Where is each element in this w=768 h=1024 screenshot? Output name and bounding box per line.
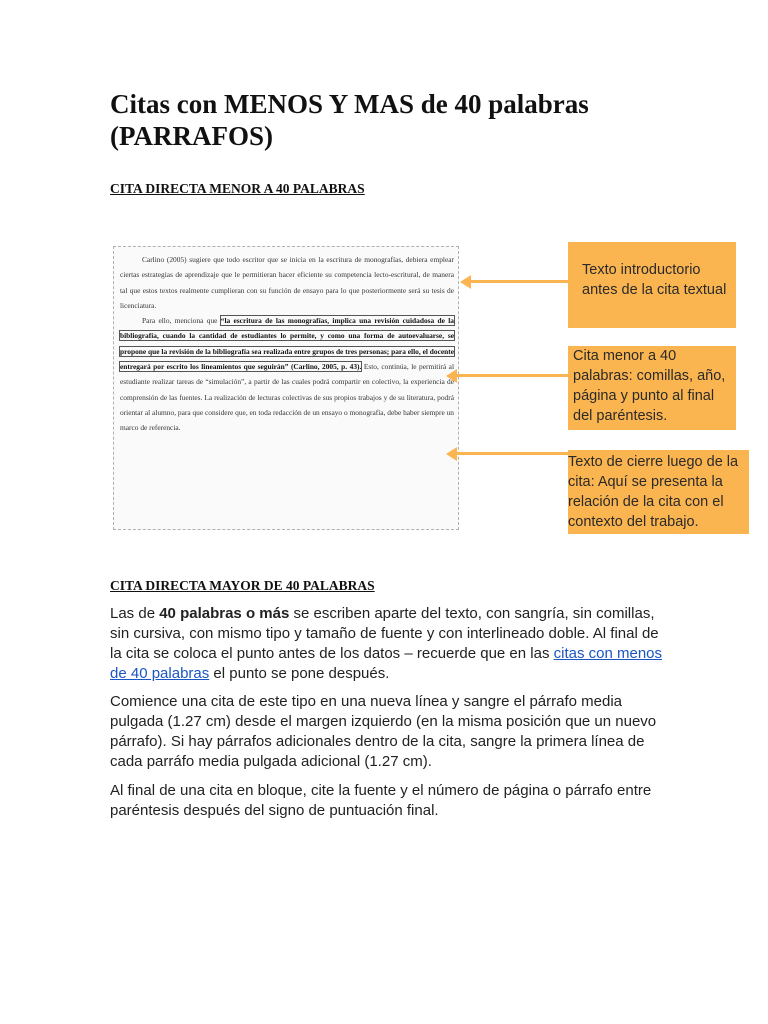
callout-intro-text: Texto introductorio antes de la cita textual [568, 242, 736, 328]
body-paragraph-2: Comience una cita de este tipo en una nueva línea y sangre el párrafo media pulgada (1.27 cm) desde el margen izquierdo (en la misma posición que un nuevo párrafo). Si hay párrafos adicionales dentro de la cita, sangre la primera línea de cada parráfo media pulgada adicional (1.27 cm). [110, 693, 657, 770]
section-heading-long-quote: CITA DIRECTA MAYOR DE 40 PALABRAS [110, 578, 375, 593]
excerpt-closing-text: Esto, continúa, le permitirá al estudiante realizar tareas de “simulación”, a partir de las cuales podrá compartir en colectivo, la experiencia de comprensión de las fuentes. La realización de lecturas colectivas de sus propios trabajos y de su literatura, podrá orientar al alumno, para que considere que, en toda redacción de un ensayo o monografía, debe haber siempre un marco de referencia. [120, 362, 454, 433]
section-heading-short-quote: CITA DIRECTA MENOR A 40 PALABRAS [110, 181, 365, 196]
p1-bold-text: 40 palabras o más [159, 605, 290, 622]
body-paragraph-3: Al final de una cita en bloque, cite la fuente y el número de página o párrafo entre paréntesis después del signo de puntuación final. [110, 782, 652, 819]
excerpt-quote-paragraph [120, 313, 454, 435]
arrow-quote-head [446, 369, 457, 383]
body-paragraph-1 [110, 604, 670, 684]
arrow-intro [470, 280, 568, 283]
p1-text-b: se escriben aparte del texto, con sangría, sin comillas, sin cursiva, con mismo tipo y tamaño de fuente y con interlineado doble. Al final de la cita se coloca el punto antes de los datos – recuerde que en las [110, 605, 659, 662]
callout-short-quote: Cita menor a 40 palabras: comillas, año, página y punto al final del paréntesis. [568, 346, 736, 430]
callout-closing-text: Texto de cierre luego de la cita: Aquí se presenta la relación de la cita con el contexto del trabajo. [568, 450, 749, 534]
p1-text-c: el punto se pone después. [209, 665, 390, 682]
excerpt-lead-text: Para ello, menciona que [142, 316, 221, 326]
quote-example-figure [110, 232, 760, 542]
arrow-closing [456, 452, 568, 455]
excerpt-intro-paragraph: Carlino (2005) sugiere que todo escritor que se inicia en la escritura de monografías, debiera emplear ciertas estrategias de aprendizaje que le permitieran hacer eficiente su competencia lecto-escritural, de manera tal que estos textos realmente cumplieran con su función de ensayo para lo que posteriormente será su tesis de licenciatura. [120, 255, 454, 310]
arrow-intro-head [460, 275, 471, 289]
document-excerpt [113, 246, 459, 530]
excerpt-text [120, 252, 454, 436]
excerpt-short-quote: “la escritura de las monografías, implica una revisión cuidadosa de la bibliografía, cuando la cantidad de estudiantes lo permite, y como una forma de autoevaluarse, se propone que la revisión de la bibliografía sea realizada entre grupos de tres personas; para ello, el docente entregará por escrito los lineamientos que seguirán” (Carlino, 2005, p. 43). [120, 316, 454, 372]
arrow-quote [456, 374, 568, 377]
page-title: Citas con MENOS Y MAS de 40 palabras (PARRAFOS) [110, 89, 589, 151]
p1-text-a: Las de [110, 605, 160, 622]
arrow-closing-head [446, 447, 457, 461]
short-quotes-link[interactable]: citas con menos de 40 palabras [110, 645, 663, 682]
